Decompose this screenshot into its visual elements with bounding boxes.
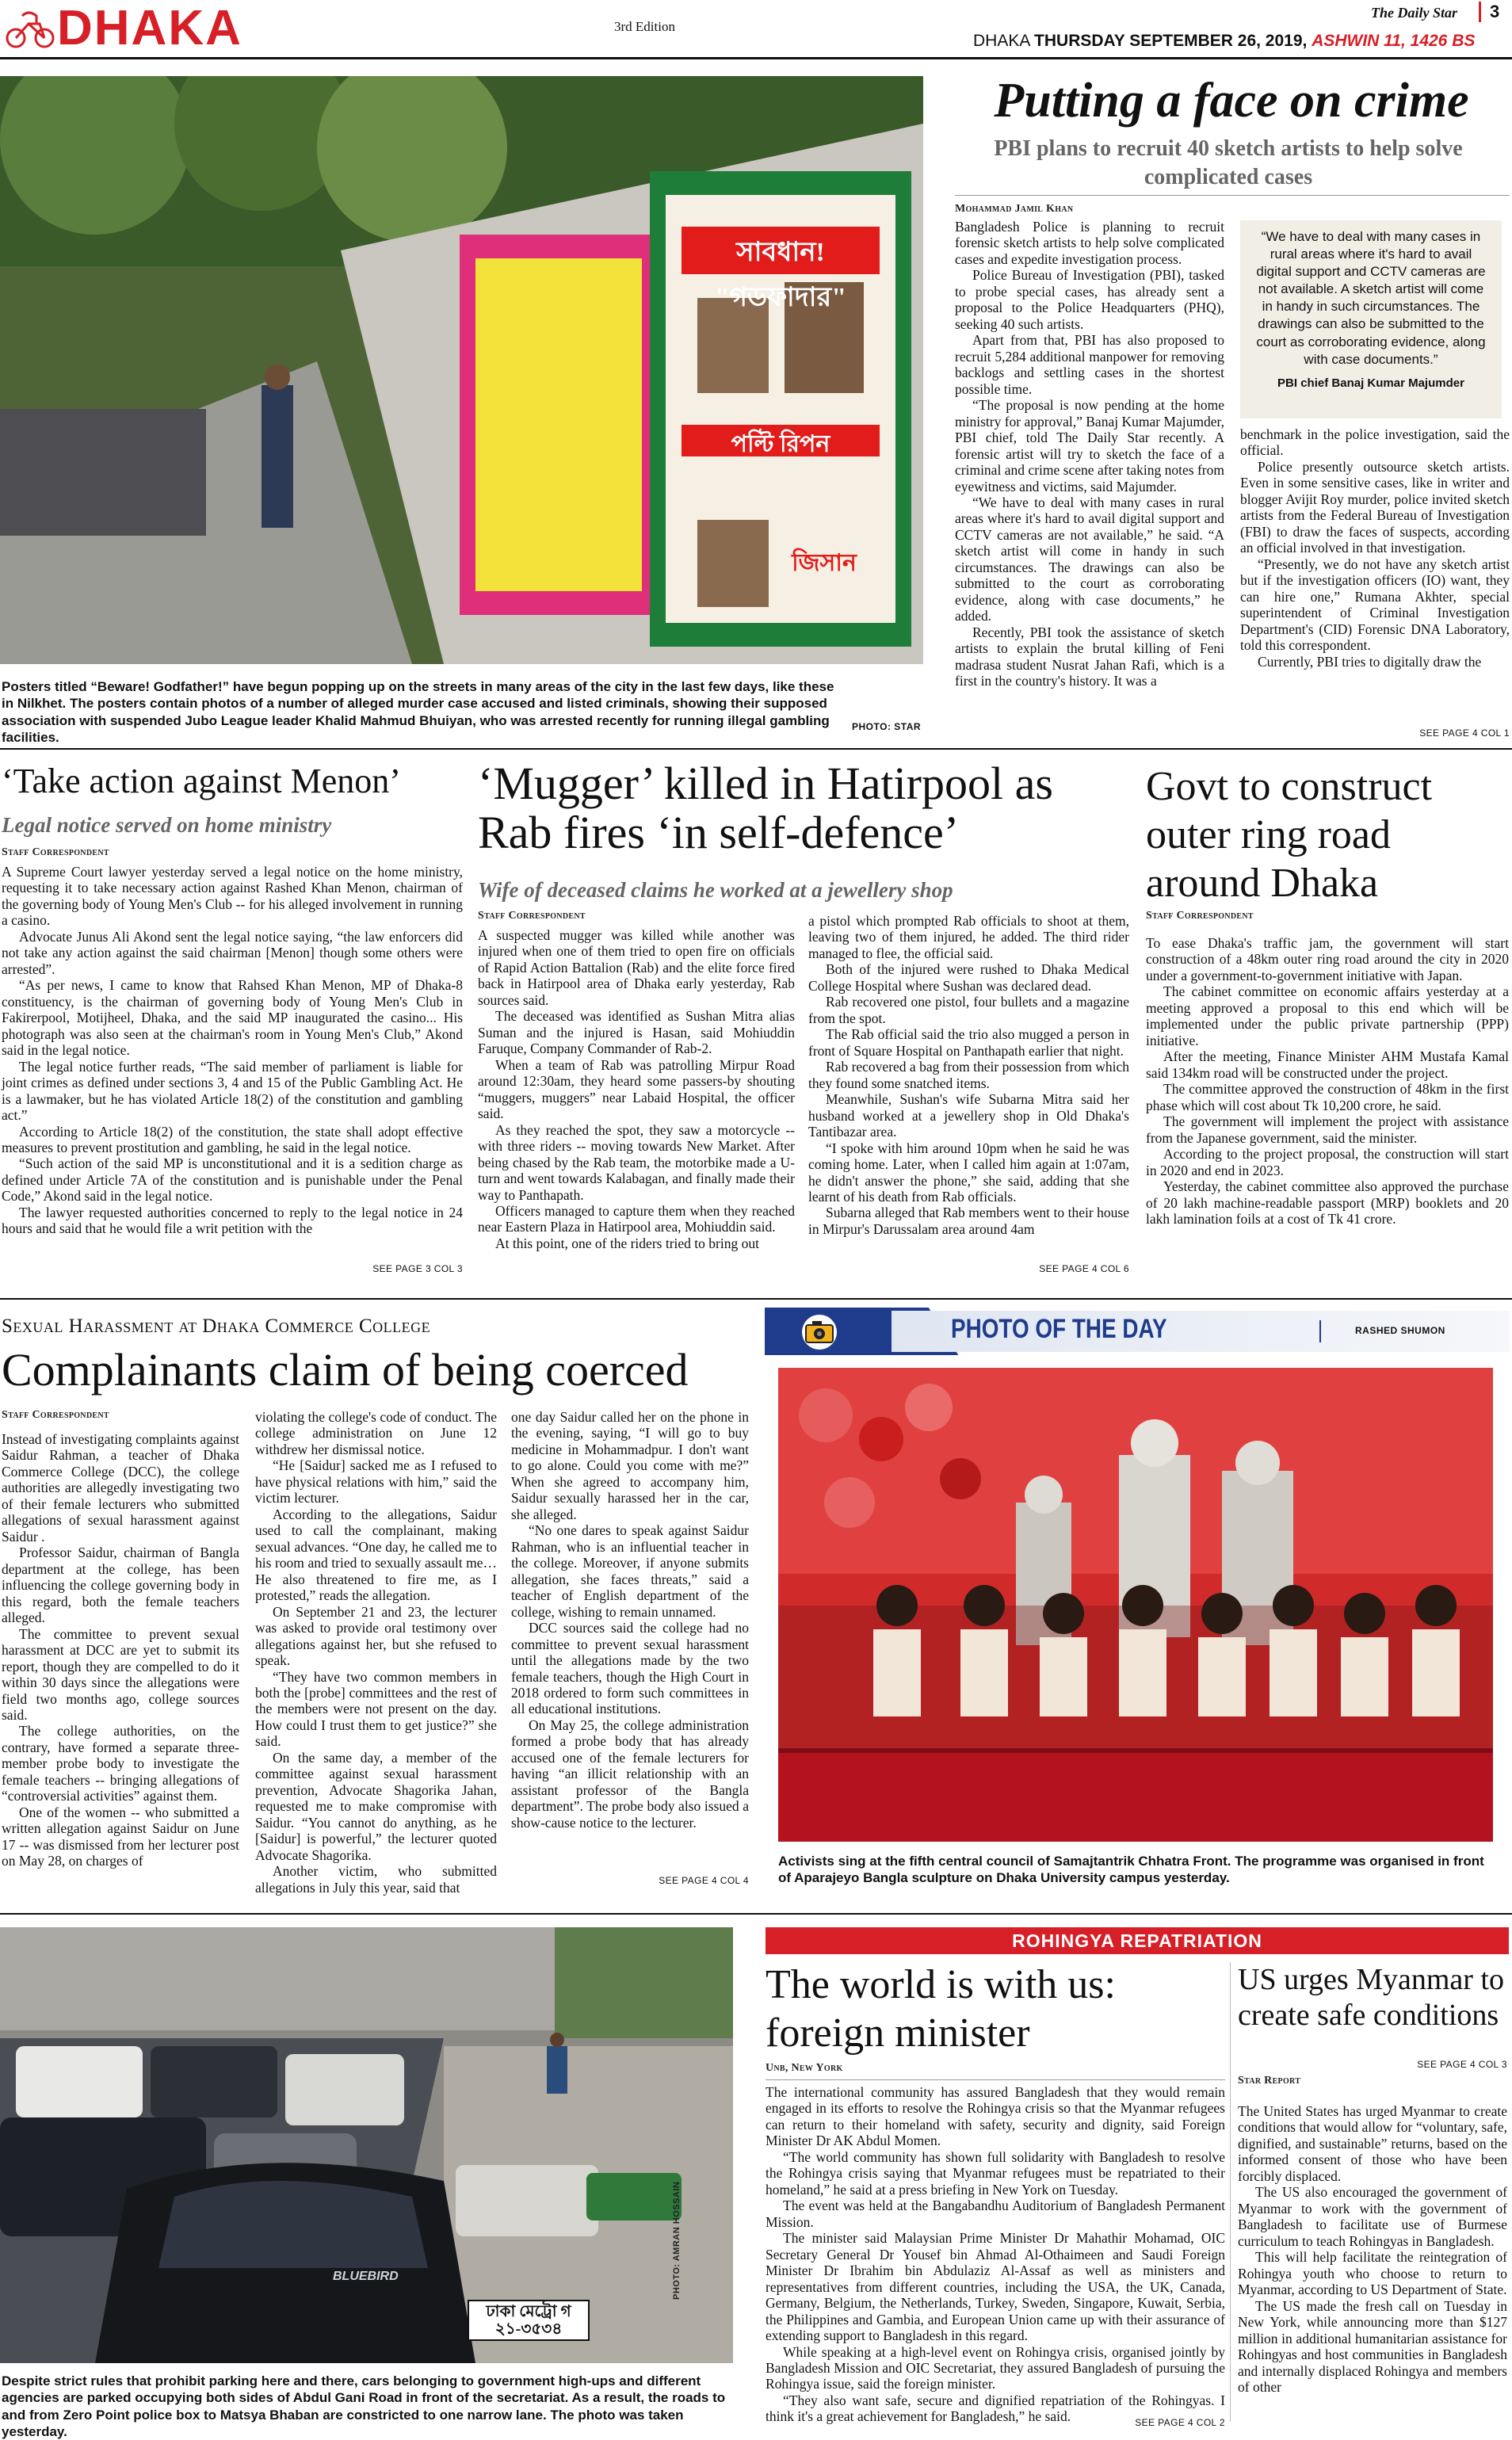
poster-photo-credit: PHOTO: STAR: [852, 721, 922, 732]
fm-column: [766, 2084, 1225, 2425]
crime-see-page: SEE PAGE 4 COL 1: [1419, 727, 1510, 739]
paragraph: “I spoke with him around 10pm when he said he was coming home. Later, when I called him again at 1:07am, he didn't answer the phone,” she said, adding that she learnt of his death from Rab officials.: [808, 1140, 1129, 1205]
paragraph: Police Bureau of Investigation (PBI), tasked to probe special cases, has already sent a proposal to the Police Headquarters (PHQ), seeking 40 such artists.: [955, 267, 1224, 332]
paragraph: “As per news, I came to know that Rahsed Khan Menon, MP of Dhaka-8 constituency, is the chairman of governing body of Young Men's Club in Fakirerpool, Motijheel, Dhaka, and the said MP inaugurated the casino... His photograph was also seen at the chairman's room in Young Men's Club,” Akond said in the legal notice.: [2, 977, 463, 1059]
potd-photographer: RASHED SHUMON: [1355, 1325, 1445, 1336]
paragraph: A Supreme Court lawyer yesterday served a legal notice on the home ministry, requesting it to take necessary action against Rashed Khan Menon, chairman of the governing body of Young Men's Club -- for his alleged involvement in running a casino.: [2, 864, 463, 929]
harass-see-page: SEE PAGE 4 COL 4: [659, 1875, 749, 1886]
menon-byline: Staff Correspondent: [2, 846, 109, 858]
crime-pullquote: [1240, 220, 1502, 418]
paragraph: Currently, PBI tries to digitally draw the: [1258, 653, 1482, 670]
edition-label: 3rd Edition: [614, 19, 675, 34]
paragraph: Officers managed to capture them when they reached near Eastern Plaza in Hatirpool area, Mohiuddin said.: [478, 1202, 795, 1235]
paragraph: “Such action of the said MP is unconstitutional and it is a sedition charge as defined under Article 7A of the constitution and is punishable under the Penal Code,” Akond said in the legal notice.: [2, 1155, 463, 1205]
paragraph: The lawyer requested authorities concerned to reply to the legal notice in 24 hours and said that he would file a writ petition with the: [2, 1204, 463, 1237]
paragraph: Police presently outsource sketch artists. Even in some sensitive cases, like in writer and blogger Avijit Roy murder, police invited sketch artists from the Federal Bureau of Investigation (FBI) to draw the faces of suspects, according an official involved in that investigation.: [1240, 458, 1510, 556]
paragraph: As they reached the spot, they saw a motorcycle -- with three riders -- moving towards New Market. After being chased by the Rab team, the motorbike made a U-turn and went towards Kalabagan, and finally made their way to Panthapath.: [478, 1121, 795, 1203]
menon-subhead: Legal notice served on home ministry: [2, 813, 332, 837]
car-brand-text: BLUEBIRD: [333, 2270, 399, 2283]
paragraph: The committee to prevent sexual harassment at DCC are yet to submit its report, though they are compelled to do it within 30 days since the allegations were field two months ago, college sources said.: [2, 1625, 239, 1723]
paragraph: While speaking at a high-level event on Rohingya crisis, organised jointly by Bangladesh Mission and OIC Secretariat, they assured Bangladesh of pursuing the Rohingya issue, said the foreign minister.: [766, 2343, 1225, 2392]
fm-rule: [766, 2079, 1225, 2080]
potd-banner: [765, 1308, 1510, 1355]
parking-photo: [0, 1927, 733, 2363]
paragraph: The cabinet committee on economic affairs yesterday at a meeting approved a proposal to this end which will be implemented under the public private partnership (PPP) initiative.: [1146, 983, 1509, 1048]
harass-column-2: [255, 1409, 497, 1896]
crime-column-1: [955, 219, 1224, 689]
rohingya-banner: ROHINGYA REPATRIATION: [766, 1927, 1509, 1954]
paragraph: The minister said Malaysian Prime Minister Dr Mahathir Mohamad, OIC Secretary General Dr Yousef bin Ahmad Al-Othaimeen and Saudi Foreign Minister Dr Ibrahim bin Abdulaziz Al-Assaf as well as ministers and representatives from different countries, including the USA, the UK, Canada, Germany, Belgium, the Netherlands, Turkey, Sweden, Singapore, Kuwait, Serbia, the Philippines and Gambia, and European Union came up with their assurance of extending support to Bangladesh in this regard.: [766, 2230, 1225, 2344]
paragraph: Professor Saidur, chairman of Bangla department at the college, has been influencing the college governing body in this regard, both the female teachers alleged.: [2, 1545, 239, 1626]
mugger-subhead: Wife of deceased claims he worked at a jewellery shop: [478, 878, 953, 902]
crime-top-rule: [955, 195, 1510, 196]
dateline-date: THURSDAY SEPTEMBER 26, 2019,: [1034, 32, 1308, 50]
parking-photo-credit: PHOTO: AMRAN HOSSAIN: [672, 2181, 682, 2300]
paragraph: Recently, PBI took the assistance of sketch artists to explain the brutal killing of Feni madrasa student Nusrat Jahan Rafi, which is a first in the country's history. It was a: [955, 624, 1224, 689]
section-divider: [0, 1913, 1512, 1915]
paragraph: Yesterday, the cabinet committee also approved the purchase of 20 lakh machine-readable passport (MRP) booklets and 20 lakh lamination foils at a cost of Tk 41 crore.: [1146, 1178, 1509, 1227]
dateline-bangla: ASHWIN 11, 1426 BS: [1312, 32, 1476, 50]
paragraph: DCC sources said the college had no committee to prevent sexual harassment until the allegations made by the two female teachers, though the High Court in 2018 ordered to form such committees in all educational institutions.: [511, 1620, 749, 1717]
paragraph: This will help facilitate the reintegration of Rohingya youth who choose to return to Myanmar, according to US Department of State.: [1238, 2249, 1507, 2298]
paragraph: Apart from that, PBI has also proposed to recruit 5,284 additional manpower for removing backlogs and settling cases in the shortest possible time.: [955, 332, 1224, 397]
potd-photo: [778, 1368, 1493, 1842]
mugger-headline: ‘Mugger’ killed in Hatirpool as Rab fires ‘in self-defence’: [478, 758, 1053, 858]
potd-caption: Activists sing at the fifth central council of Samajtantrik Chhatra Front. The programme was organised in front of Aparajeyo Bangla sculpture on Dhaka University campus yesterday.: [778, 1854, 1484, 1886]
harass-byline: Staff Correspondent: [2, 1409, 109, 1421]
paragraph: Meanwhile, Sushan's wife Subarna Mitra said her husband worked at a jewellery shop in Old Dhaka's Tantibazar area.: [808, 1091, 1129, 1140]
paragraph: The government will implement the project with assistance from the Japanese government, said the minister.: [1146, 1113, 1509, 1146]
potd-photo-image: [778, 1368, 1493, 1842]
us-byline: Star Report: [1238, 2075, 1301, 2087]
dateline-city: DHAKA: [973, 32, 1030, 50]
paper-name: The Daily Star: [1371, 5, 1458, 21]
paragraph: Instead of investigating complaints against Saidur Rahman, a teacher of Dhaka Commerce College (DCC), the college authorities are allegedly investigating two of their female lecturers who submitted allegations of sexual harassment against Saidur .: [2, 1431, 239, 1545]
camera-icon: [796, 1314, 842, 1350]
paragraph: According to the allegations, Saidur used to call the complainant, making sexual advances. “One day, he called me to his room and tried to sexually assault me… He also threatened to fire me, as I protested,” reads the allegation.: [255, 1506, 497, 1604]
fm-see-page: SEE PAGE 4 COL 2: [1135, 2417, 1225, 2428]
mugger-column-2: [808, 913, 1129, 1237]
us-headline: US urges Myanmar to create safe conditions: [1238, 1963, 1504, 2032]
paragraph: The legal notice further reads, “The said member of parliament is liable for joint crimes as defined under sections 3, 4 and 15 of the Public Gambling Act. He is a lawmaker, but he has violated Article 18(2) of the constitution and gambling act.”: [2, 1058, 463, 1124]
menon-see-page: SEE PAGE 3 COL 3: [372, 1263, 463, 1274]
paragraph: The US made the fresh call on Tuesday in New York, while announcing more than $127 million in additional humanitarian assistance for Rohingyas and host communities in Bangladesh and internally displaced Rohingya and members of other: [1238, 2297, 1507, 2395]
parking-photo-image: [0, 1927, 733, 2363]
mugger-column-1: [478, 927, 795, 1251]
paragraph: On May 25, the college administration formed a probe body that has already accused one of the female lecturers for having “an illicit relationship with an assistant professor of the Bangla department”. The probe body also issued a show-cause notice to the lecturer.: [511, 1716, 749, 1831]
crime-subhead: PBI plans to recruit 40 sketch artists to help solve complicated cases: [994, 136, 1463, 189]
harass-headline: Complainants claim of being coerced: [2, 1344, 689, 1396]
paragraph: On the same day, a member of the committee against sexual harassment prevention, Advocate Shagorika Jahan, requested me to make compromise with Saidur. “You cannot do anything, as he [Saidur] is powerful,” the lecturer quoted Advocate Shagorika.: [255, 1749, 497, 1863]
paragraph: Rab recovered a bag from their possession from which they found some snatched items.: [808, 1059, 1129, 1091]
poster-name-text-2: জিসান: [792, 550, 857, 576]
potd-divider: [1319, 1320, 1321, 1342]
mugger-see-page: SEE PAGE 4 COL 6: [1039, 1263, 1129, 1274]
crime-column-2: [1240, 426, 1510, 670]
ringroad-byline: Staff Correspondent: [1146, 910, 1254, 922]
parking-caption: Despite strict rules that prohibit parking here and there, cars belonging to government high-ups and different agencies are parked occupying both sides of Abdul Gani Road in front of the secretariat. As a result, the roads to and from Zero Point police box to Matsya Bhaban are constricted to one narrow lane. The photo was taken yesterday.: [2, 2373, 726, 2439]
harass-kicker: Sexual Harassment at Dhaka Commerce College: [2, 1315, 431, 1337]
paragraph: Both of the injured were rushed to Dhaka Medical College Hospital where Sushan was declared dead.: [808, 961, 1129, 994]
paragraph: The committee approved the construction of 48km in the first phase which will cost about Tk 10,200 crore, he said.: [1146, 1081, 1509, 1113]
paragraph: One of the women -- who submitted a written allegation against Saidur on June 17 -- was dismissed from her lecturer post on May 28, on charges of: [2, 1804, 239, 1869]
paragraph: A suspected mugger was killed while another was injured when one of them tried to open fire on officials of Rapid Action Battalion (Rab) and the elite force fired back in Hatirpool area of Dhaka early yesterday, Rab sources said.: [478, 927, 795, 1008]
fm-byline: Unb, New York: [766, 2062, 843, 2074]
poster-headline-text: সাবধান! "গডফাদার": [714, 238, 847, 312]
us-see-page: SEE PAGE 4 COL 3: [1417, 2059, 1507, 2070]
paragraph: “The world community has shown full solidarity with Bangladesh to resolve the Rohingya crisis saying that Myanmar refugees must be repatriated to their homeland,” he said at a press briefing in New York on Tuesday.: [766, 2148, 1225, 2198]
paragraph: “No one dares to speak against Saidur Rahman, who is an influential teacher in the college. Moreover, if anyone submits allegation, she faces threats,” said a teacher of English department of the college, wishing to remain unnamed.: [511, 1522, 749, 1620]
page-number-separator: [1479, 2, 1481, 22]
paragraph: one day Saidur called her on the phone in the evening, saying, “I will go to buy medicine in Mohammadpur. I don't want to go alone. Could you come with me?” When she agreed to accompany him, Saidur sexually harassed her in the car, she alleged.: [511, 1409, 749, 1522]
poster-photo: [0, 76, 923, 664]
paragraph: The college authorities, on the contrary, have formed a separate three-member probe body to investigate the female teachers -- bringing allegations of “controversial activities” against them.: [2, 1723, 239, 1804]
menon-column: [2, 864, 463, 1237]
page-number: 3: [1490, 2, 1500, 21]
ringroad-headline: Govt to construct outer ring road around Dhaka: [1146, 764, 1433, 906]
section-divider: [0, 1298, 1512, 1300]
paragraph: “They also want safe, secure and dignified repatriation of the Rohingyas. I think it's a great achievement for Bangladesh,” he said.: [766, 2392, 1225, 2425]
paragraph: The deceased was identified as Sushan Mitra alias Suman and the injured is Hasan, said Mohiuddin Faruque, Company Commander of Rab-2.: [478, 1008, 795, 1057]
mugger-byline: Staff Correspondent: [478, 910, 586, 922]
paragraph: The event was held at the Bangabandhu Auditorium of Bangladesh Permanent Mission.: [766, 2198, 1225, 2230]
masthead: [0, 0, 1512, 60]
paragraph: The United States has urged Myanmar to create conditions that would allow for “voluntary, safe, dignified, and sustainable” returns, based on the informed consent of those who have been forcibly displaced.: [1238, 2103, 1507, 2184]
pullquote-text: “We have to deal with many cases in rural areas where it's hard to avail digital support and CCTV cameras are not available. A sketch artist will come in handy in such circumstances. The drawings can also be submitted to the court as corroborating evidence, along with case documents.”: [1256, 229, 1486, 367]
paragraph: To ease Dhaka's traffic jam, the government will start construction of a 48km outer ring road around the city in 2020 under a government-to-government initiative with Japan.: [1146, 935, 1509, 983]
section-title: DHAKA: [57, 1, 242, 55]
paragraph: When a team of Rab was patrolling Mirpur Road around 12:30am, they heard some passers-by shouting “muggers, muggers” near Labaid Hospital, the officer said.: [478, 1056, 795, 1122]
paragraph: a pistol which prompted Rab officials to shoot at them, leaving two of them injured, he added. The third rider managed to flee, the official said.: [808, 913, 1129, 961]
poster-photo-caption: Posters titled “Beware! Godfather!” have begun popping up on the streets in many areas of the city in the last few days, like these in Nilkhet. The posters contain photos of a number of alleged murder case accused and listed criminals, showing their supposed association with suspended Jubo League leader Khalid Mahmud Bhuiyan, who was arrested recently for running illegal gambling facilities.: [2, 679, 834, 745]
fm-headline: The world is with us: foreign minister: [766, 1962, 1116, 2056]
masthead-rule: [0, 57, 1512, 59]
pullquote-attribution: PBI chief Banaj Kumar Majumder: [1277, 376, 1464, 390]
potd-label: PHOTO OF THE DAY: [951, 1314, 1167, 1344]
paragraph: “The proposal is now pending at the home ministry for approval,” Banaj Kumar Majumder, PBI chief, told The Daily Star recently. A forensic artist will try to sketch the face of a criminal and crime scene after taking notes from eyewitness and victims, said Majumder.: [955, 397, 1224, 494]
menon-headline: ‘Take action against Menon’: [2, 762, 401, 800]
paragraph: According to the project proposal, the construction will start in 2020 and end in 2023.: [1146, 1146, 1509, 1178]
crime-byline: Mohammad Jamil Khan: [955, 203, 1074, 215]
rohingya-column-divider: [1230, 1962, 1231, 2422]
paragraph: benchmark in the police investigation, said the official.: [1240, 426, 1510, 459]
paragraph: The US also encouraged the government of Myanmar to work with the government of Bangladesh to facilitate use of Burmese curriculum to teach Rohingyas in Bangladesh.: [1238, 2184, 1507, 2249]
harass-column-3: [511, 1409, 749, 1831]
paragraph: “He [Saidur] sacked me as I refused to have physical relations with him,” said the victim lecturer.: [255, 1457, 497, 1506]
paragraph: After the meeting, Finance Minister AHM Mustafa Kamal said 134km road will be constructed under the project.: [1146, 1048, 1509, 1081]
paragraph: At this point, one of the riders tried to bring out: [495, 1235, 759, 1251]
paragraph: Another victim, who submitted allegations in July this year, said that: [255, 1863, 497, 1896]
paragraph: Bangladesh Police is planning to recruit forensic sketch artists to help solve complicated cases and expedite investigation process.: [955, 219, 1224, 267]
paragraph: “They have two common members in both the [probe] committees and the rest of the members were not present on the day. How could I trust them to get justice?” she said.: [255, 1668, 497, 1750]
poster-name-text: পল্টি রিপন: [731, 431, 830, 457]
paragraph: Rab recovered one pistol, four bullets and a magazine from the spot.: [808, 994, 1129, 1026]
paragraph: According to Article 18(2) of the constitution, the state shall adopt effective measures to prevent prostitution and gambling, he said in the legal notice.: [2, 1123, 463, 1155]
paragraph: On September 21 and 23, the lecturer was asked to provide oral testimony over allegations against her, but she refused to speak.: [255, 1603, 497, 1669]
rickshaw-icon: [5, 8, 55, 49]
paragraph: “Presently, we do not have any sketch artist but if the investigation officers (IO) want, they can hire one,” Rumana Akhter, special superintendent of Criminal Investigation Department's (CID) Forensic DNA Laboratory, told this correspondent.: [1240, 556, 1510, 654]
crime-headline: Putting a face on crime: [994, 74, 1469, 128]
harass-column-1: [2, 1431, 239, 1869]
ringroad-column: [1146, 935, 1509, 1227]
paragraph: Advocate Junus Ali Akond sent the legal notice saying, “the law enforcers did not take any action against the said chairman [Menon] though some others were arrested”.: [2, 928, 463, 977]
paragraph: violating the college's code of conduct. The college administration on June 12 withdrew her dismissal notice.: [255, 1409, 497, 1457]
paragraph: The international community has assured Bangladesh that they would remain engaged in its efforts to resolve the Rohingya crisis so that the Myanmar refugees can return to their homeland with safety, security and dignity, said Foreign Minister Dr AK Abdul Momen.: [766, 2084, 1225, 2149]
license-plate: ঢাকা মেট্রো গ ২১-৩৫৩৪: [468, 2300, 590, 2341]
us-column: [1238, 2103, 1507, 2395]
dateline: [973, 32, 1475, 51]
paragraph: The Rab official said the trio also mugged a person in front of Square Hospital on Panthapath earlier that night.: [808, 1026, 1129, 1059]
paragraph: Subarna alleged that Rab members went to their house in Mirpur's Darussalam area around 4am: [808, 1205, 1129, 1237]
paragraph: “We have to deal with many cases in rural areas where it's hard to avail digital support and CCTV cameras are not available,” he said. “A sketch artist will come in handy in such circumstances. The drawings can also be submitted to the court as corroborating evidence, along with case documents,” he added.: [955, 494, 1224, 624]
section-divider: [0, 748, 1512, 750]
